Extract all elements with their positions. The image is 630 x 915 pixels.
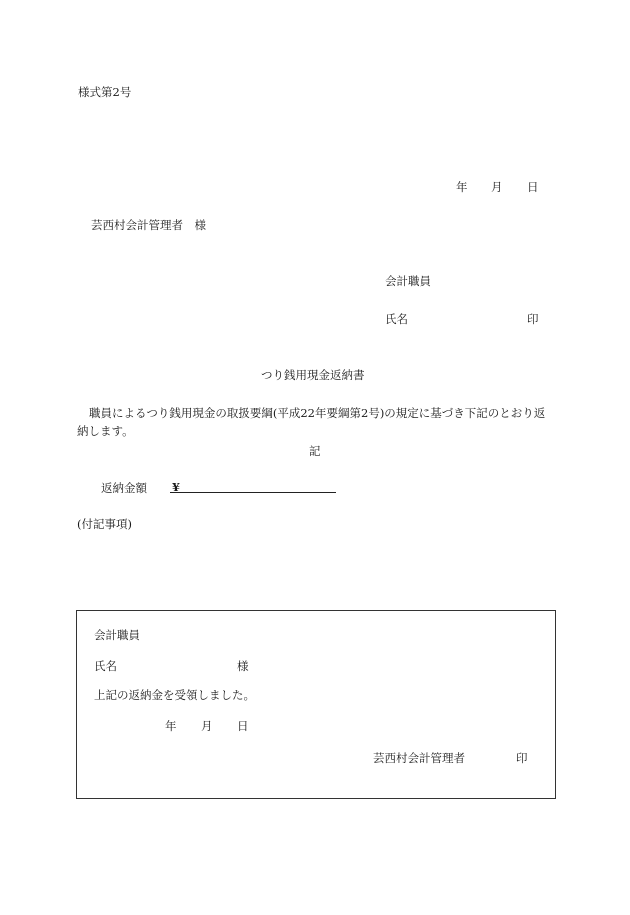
receipt-day: 日 [237, 719, 249, 733]
sender-role: 会計職員 [385, 274, 431, 288]
receipt-role: 会計職員 [94, 628, 140, 642]
receipt-box [76, 610, 556, 799]
receipt-name-label: 氏名 [94, 659, 117, 673]
date-year: 年 [456, 180, 468, 194]
receipt-issuer: 芸西村会計管理者 [373, 751, 465, 765]
receipt-month: 月 [201, 719, 213, 733]
date-day: 日 [527, 180, 539, 194]
note-marker: 記 [309, 444, 321, 458]
sender-seal: 印 [527, 312, 539, 326]
document-title: つり銭用現金返納書 [261, 368, 365, 382]
amount-field-line [170, 492, 336, 493]
remarks-label: (付記事項) [77, 517, 132, 531]
receipt-year: 年 [165, 719, 177, 733]
amount-label: 返納金額 [101, 481, 147, 495]
currency-symbol: ¥ [172, 480, 181, 494]
receipt-seal: 印 [516, 751, 528, 765]
receipt-honorific: 様 [237, 659, 249, 673]
date-month: 月 [491, 180, 503, 194]
receipt-statement: 上記の返納金を受領しました。 [94, 688, 255, 702]
sender-name-label: 氏名 [385, 312, 408, 326]
body-text: 職員によるつり銭用現金の取扱要綱(平成22年要綱第2号)の規定に基づき下記のとおり返納します。 [77, 406, 546, 438]
form-number: 様式第2号 [78, 85, 132, 99]
addressee: 芸西村会計管理者 様 [91, 218, 206, 232]
